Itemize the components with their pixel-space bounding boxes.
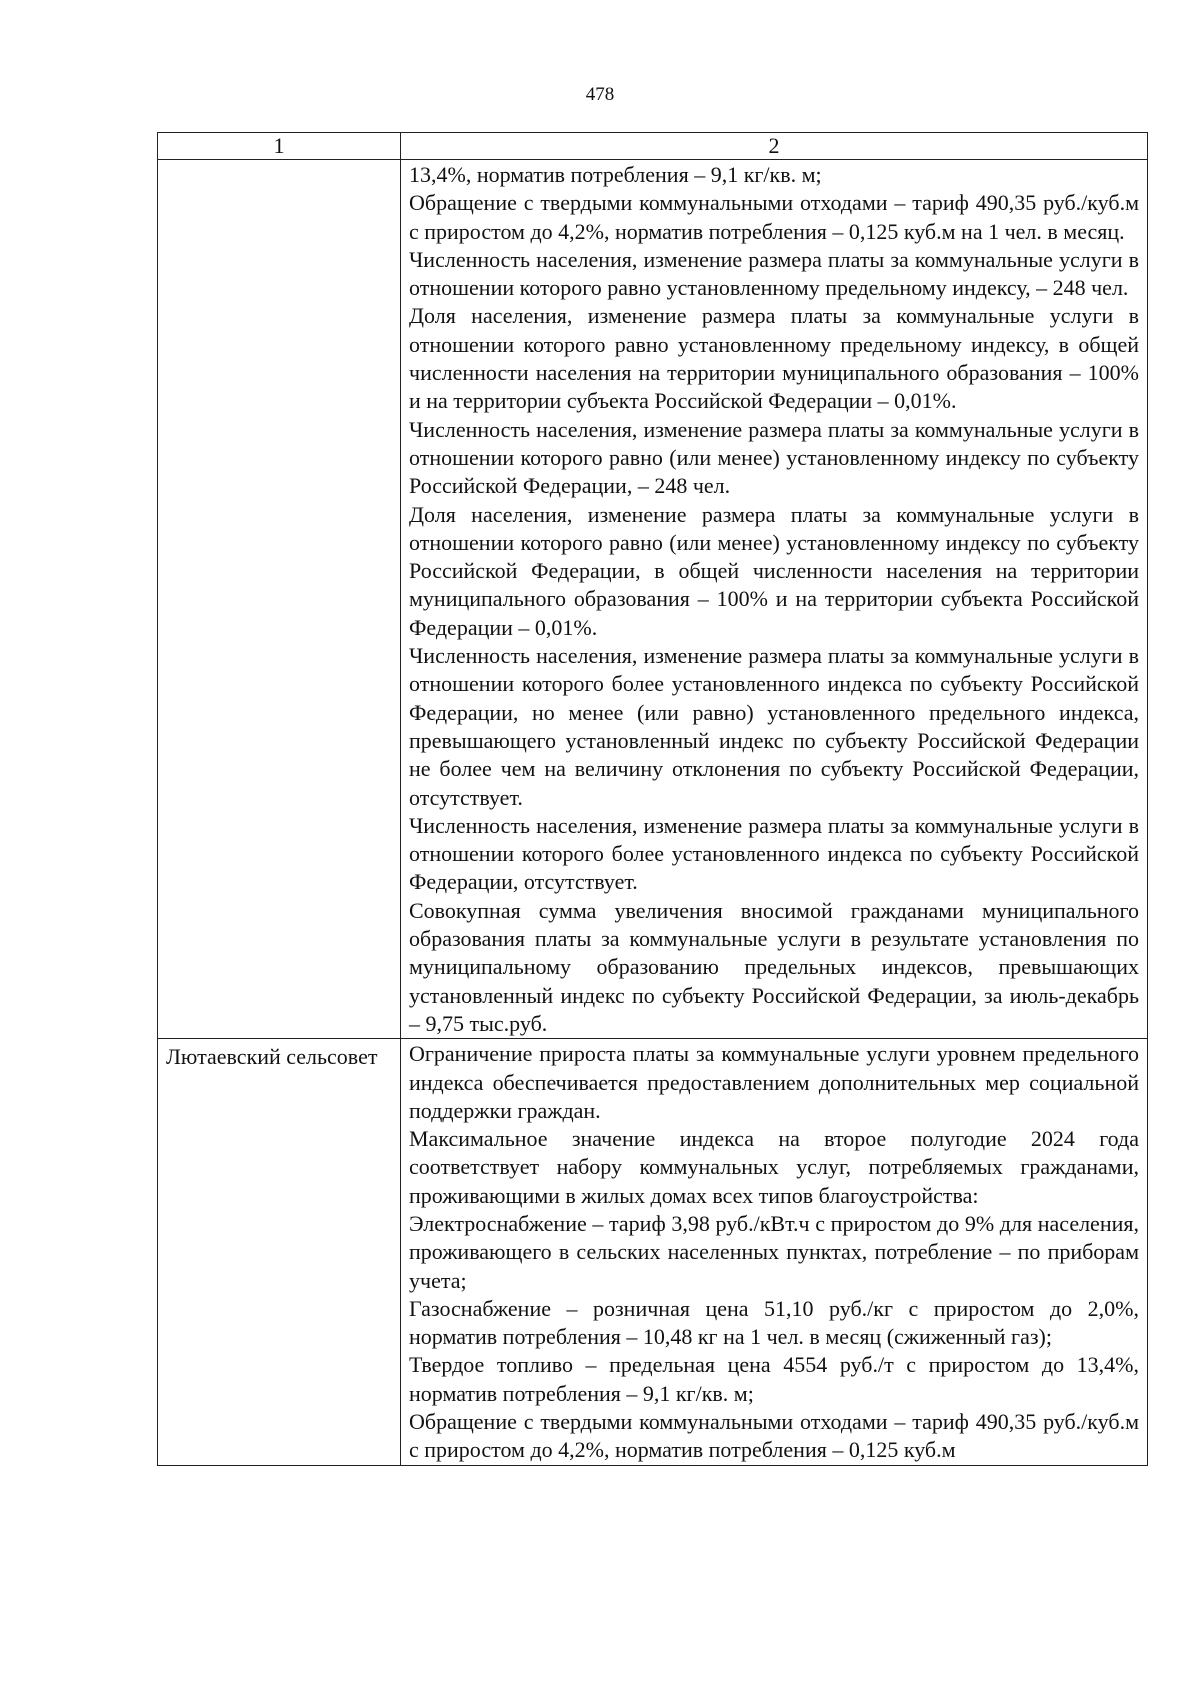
table-row [158,160,1148,1039]
paragraph: Ограничение прироста платы за коммунальные услуги уровнем предельного индекса обеспечивается предоставлением дополнительных мер социальной поддержки граждан. [409,1041,1139,1123]
paragraph: Обращение с твердыми коммунальными отходами – тариф 490,35 руб./куб.м с приростом до 4,2%, норматив потребления – 0,125 куб.м [409,1409,1139,1463]
paragraph: Численность населения, изменение размера платы за коммунальные услуги в отношении которого равно (или менее) установленному индексу по субъекту Российской Федерации, – 248 чел. [409,416,1139,499]
paragraph: Численность населения, изменение размера платы за коммунальные услуги в отношении которого равно установленному предельному индексу, – 248 чел. [409,246,1139,301]
paragraph: Доля населения, изменение размера платы за коммунальные услуги в отношении которого равно (или менее) установленному индексу по субъекту Российской Федерации, в общей численности населения на территории муниципального образования – 100% и на территории субъекта Российской Федерации – 0,01%. [409,501,1139,640]
page-number: 478 [585,84,615,105]
paragraph: Электроснабжение – тариф 3,98 руб./кВт.ч с приростом до 9% для населения, проживающего в сельских населенных пунктах, потребление – по приборам учета; [409,1210,1139,1293]
column-header-1: 1 [158,133,401,160]
paragraph: Максимальное значение индекса на второе полугодие 2024 года соответствует набору коммунальных услуг, потребляемых гражданами, проживающими в жилых домах всех типов благоустройства: [409,1126,1139,1208]
description-cell [401,1039,1148,1465]
paragraph: Газоснабжение – розничная цена 51,10 руб./кг с приростом до 2,0%, норматив потребления – 10,48 кг на 1 чел. в месяц (сжиженный газ); [409,1295,1139,1350]
paragraph: Совокупная сумма увеличения вносимой гражданами муниципального образования платы за коммунальные услуги в результате установления по муниципальному образованию предельных индексов, превышающих установленный индекс по субъекту Российской Федерации, за июль-декабрь – 9,75 тыс.руб. [409,897,1139,1036]
paragraph: Обращение с твердыми коммунальными отходами – тариф 490,35 руб./куб.м с приростом до 4,2%, норматив потребления – 0,125 куб.м на 1 чел. в месяц. [409,190,1139,244]
table-row [158,1039,1148,1465]
municipality-cell: Лютаевский сельсовет [158,1039,401,1465]
paragraph: Твердое топливо – предельная цена 4554 руб./т с приростом до 13,4%, норматив потребления – 9,1 кг/кв. м; [409,1352,1139,1406]
paragraph: 13,4%, норматив потребления – 9,1 кг/кв. м; [409,162,822,187]
municipality-cell [158,160,401,1039]
paragraph: Численность населения, изменение размера платы за коммунальные услуги в отношении которого более установленного индекса по субъекту Российской Федерации, отсутствует. [409,812,1139,895]
description-cell [401,160,1148,1039]
table-header-row [158,133,1148,160]
paragraph: Численность населения, изменение размера платы за коммунальные услуги в отношении которого более установленного индекса по субъекту Российской Федерации, но менее (или равно) установленного предельного индекса, превышающего установленный индекс по субъекту Российской Федерации не более чем на величину отклонения по субъекту Российской Федерации, отсутствует. [409,643,1139,810]
document-table [157,132,1148,1466]
column-header-2: 2 [401,133,1148,160]
paragraph: Доля населения, изменение размера платы за коммунальные услуги в отношении которого равно установленному предельному индексу, в общей численности населения на территории муниципального образования – 100% и на территории субъекта Российской Федерации – 0,01%. [409,303,1139,414]
